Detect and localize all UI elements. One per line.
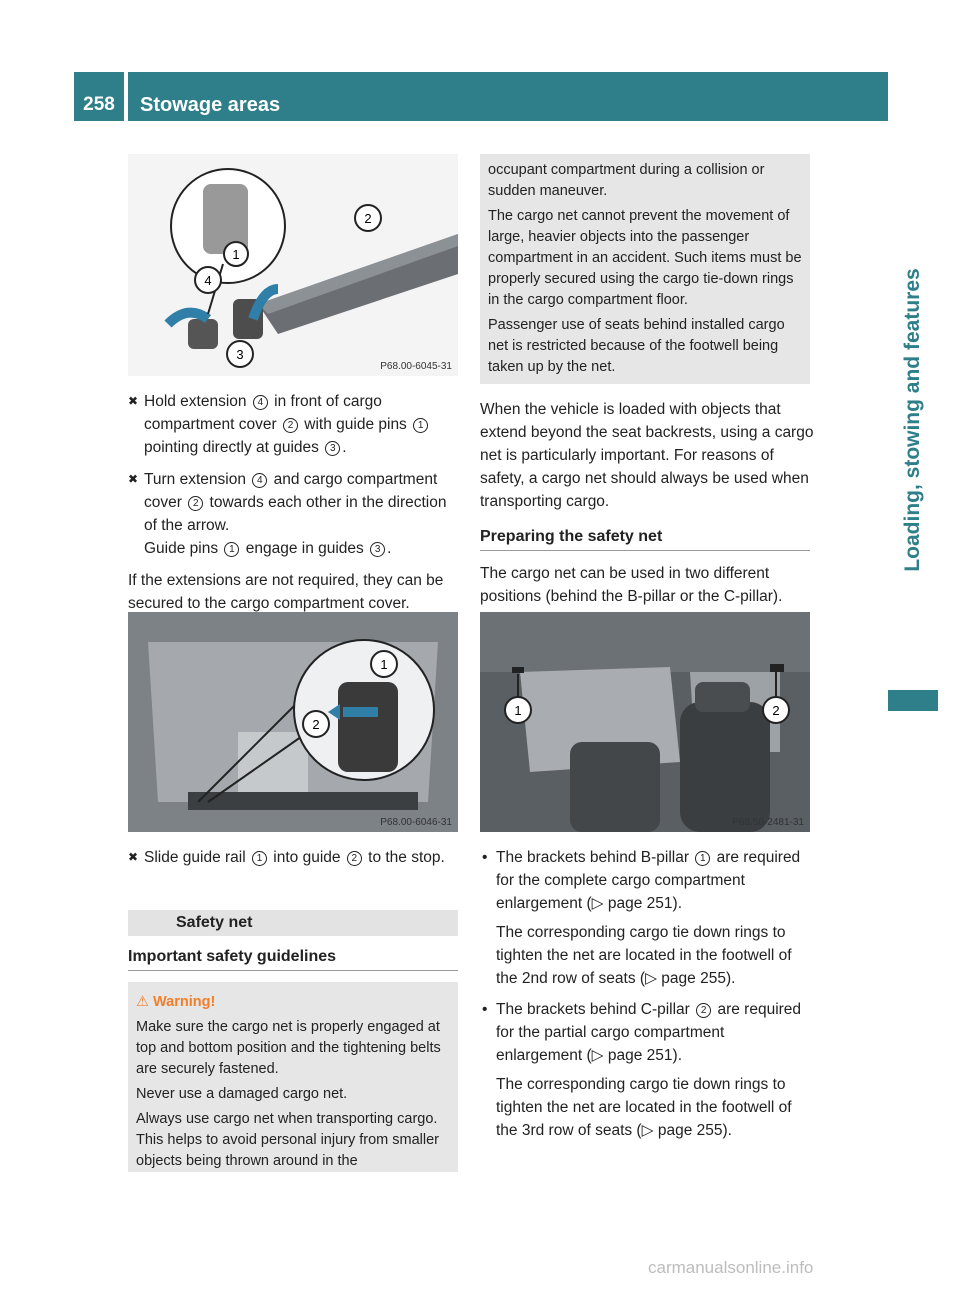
paragraph-positions: The cargo net can be used in two different positions (behind the B-pillar or the C-pillar). — [480, 565, 783, 605]
step-2: ✖ Turn extension 4 and cargo compartment cover 2 towards each other in the direction of the arrow. Guide pins 1 engage in guides 3 . — [128, 471, 447, 557]
callout-2: 2 — [772, 703, 780, 718]
figure-code: P68.50-2481-31 — [732, 817, 804, 828]
page-number: 258 — [74, 72, 124, 121]
warning-box-cont — [480, 154, 810, 384]
figure-guide-rail-drawing — [128, 612, 458, 832]
figure-code: P68.00-6046-31 — [380, 817, 452, 828]
callout-2: 2 — [312, 717, 320, 732]
page-title: Stowage areas — [128, 72, 888, 121]
figure-car-interior — [480, 612, 810, 832]
bullet-list — [480, 846, 814, 1142]
page-ref-icon: ▷ — [591, 895, 608, 912]
side-tab-marker — [888, 690, 938, 711]
subhead-preparing: Preparing the safety net — [480, 528, 810, 551]
warning-para: Make sure the cargo net is properly engaged at top and bottom position and the tightening belts are securely fastened. — [136, 1019, 441, 1077]
figure-code: P68.00-6045-31 — [380, 361, 452, 372]
page-ref-icon: ▷ — [645, 970, 662, 987]
callout-4: 4 — [204, 273, 212, 288]
page-ref-icon: ▷ — [641, 1122, 658, 1139]
warning-para: Never use a damaged cargo net. — [136, 1086, 348, 1102]
page-ref-link[interactable]: page 251 — [607, 895, 673, 912]
watermark: carmanualsonline.info — [648, 1258, 814, 1277]
warning-title-row: ⚠ Warning! — [136, 994, 216, 1010]
callout-3: 3 — [236, 347, 244, 362]
page-ref-icon: ▷ — [591, 1047, 608, 1064]
bullet-sub: The corresponding cargo tie down rings to tighten the net are located in the footwell of the 3rd row of seats (▷ page 255). — [496, 1076, 792, 1139]
figure-car-interior-drawing — [480, 612, 810, 832]
page-ref-link[interactable]: page 255 — [657, 1122, 723, 1139]
warning-para: occupant compartment during a collision or sudden maneuver. — [488, 162, 765, 199]
paragraph-extensions: If the extensions are not required, they can be secured to the cargo compartment cover. — [128, 572, 444, 612]
callout-1: 1 — [380, 657, 388, 672]
left-steps — [128, 390, 460, 615]
side-tab-label-container — [888, 140, 938, 700]
callout-1: 1 — [232, 247, 240, 262]
step-slide: ✖ Slide guide rail 1 into guide 2 to the stop. — [128, 849, 445, 866]
side-tab-label: Loading, stowing and features — [901, 268, 924, 572]
paragraph-loaded: When the vehicle is loaded with objects that extend beyond the seat backrests, using a cargo net is particularly important. For reasons of safety, a cargo net should always be used when transporting cargo. — [480, 401, 814, 510]
step-1: ✖ Hold extension 4 in front of cargo compartment cover 2 with guide pins 1 pointing directly at guides 3 . — [128, 390, 460, 459]
warning-para: Always use cargo net when transporting cargo. This helps to avoid personal injury from smaller objects being thrown around in the — [136, 1111, 440, 1169]
callout-1: 1 — [514, 703, 522, 718]
figure-extension-drawing — [128, 154, 458, 376]
section-title: Safety net — [128, 910, 458, 936]
warning-icon: ⚠ — [136, 994, 149, 1010]
page-ref-link[interactable]: page 251 — [607, 1047, 673, 1064]
bullet-item: • The brackets behind C-pillar 2 are required for the partial cargo compartment enlargement (▷ page 251). — [482, 1001, 802, 1064]
figure-extension — [128, 154, 458, 376]
bullet-sub: The corresponding cargo tie down rings to tighten the net are located in the footwell of the 2nd row of seats (▷ page 255). — [496, 924, 792, 987]
page-ref-link[interactable]: page 255 — [661, 970, 726, 987]
warning-para: Passenger use of seats behind installed cargo net is restricted because of the footwell being taken up by the net. — [488, 317, 785, 375]
callout-2: 2 — [364, 211, 372, 226]
bullet-item: • The brackets behind B-pillar 1 are required for the complete cargo compartment enlargement (▷ page 251). — [482, 849, 801, 912]
warning-para: The cargo net cannot prevent the movement of large, heavier objects into the passenger compartment in an accident. Such items must be properly secured using the cargo tie-down rings in the cargo compartment floor. — [488, 208, 802, 308]
subhead-safety: Important safety guidelines — [128, 948, 458, 971]
warning-box — [128, 982, 458, 1172]
figure-guide-rail — [128, 612, 458, 832]
